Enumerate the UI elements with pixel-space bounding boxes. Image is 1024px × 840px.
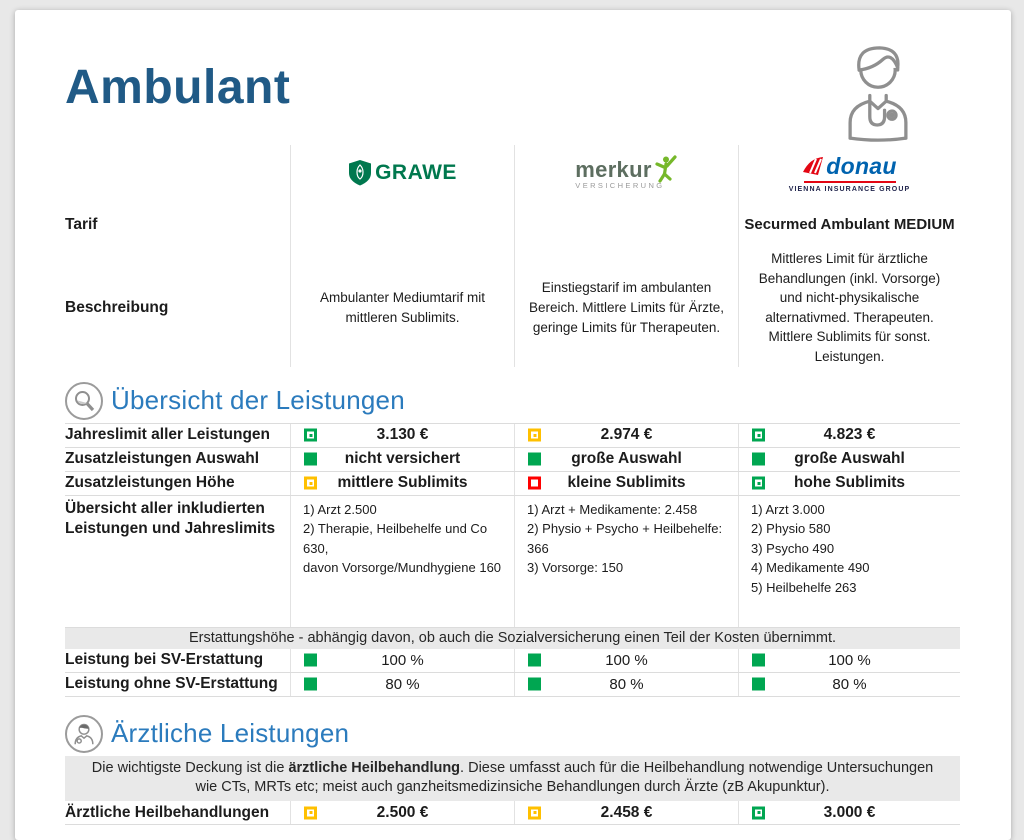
donau-swoosh-icon [802, 156, 824, 176]
merkur-figure-icon [654, 155, 678, 183]
cell-value: kleine Sublimits [567, 474, 686, 492]
rating-square-icon [528, 806, 541, 819]
beschreibung-merkur: Einstiegstarif im ambulanten Bereich. Mittlere Limits für Ärzte, geringe Limits für Therapeuten. [514, 249, 738, 367]
table-row [65, 801, 960, 825]
cell-value: 2.974 € [600, 426, 653, 444]
value-cell [738, 649, 960, 672]
rating-square-icon [304, 654, 317, 667]
tarif-merkur [514, 201, 738, 249]
rating-square-icon [752, 429, 765, 442]
doctor-badge-icon [65, 715, 103, 753]
cell-value: 3.000 € [823, 803, 876, 821]
cell-value: 100 % [381, 651, 424, 669]
section-medical-heading [65, 714, 1011, 754]
rating-square-icon [752, 678, 765, 691]
value-cell [738, 424, 960, 447]
cell-value: hohe Sublimits [793, 474, 906, 492]
rating-square-icon [528, 654, 541, 667]
cell-value: 80 % [609, 675, 644, 693]
included-list-grawe [290, 496, 514, 627]
rating-square-icon [304, 453, 317, 466]
rating-square-icon [528, 477, 541, 490]
value-cell [290, 801, 514, 824]
list-line: 3) Vorsorge: 150 [527, 560, 624, 576]
logo-donau [738, 145, 960, 201]
value-cell [514, 448, 738, 471]
cell-value: 4.823 € [823, 426, 876, 444]
list-line: 5) Heilbehelfe 263 [751, 579, 857, 595]
row-label: Leistung ohne SV-Erstattung [65, 675, 278, 693]
merkur-wordmark: merkur [575, 157, 652, 183]
donau-subtitle: VIENNA INSURANCE GROUP [788, 186, 911, 194]
logo-merkur [514, 145, 738, 201]
cell-value: mittlere Sublimits [337, 474, 468, 492]
document-page [15, 10, 1011, 840]
magnifier-icon [65, 382, 103, 420]
section-overview-heading [65, 381, 1011, 421]
row-label: Jahreslimit aller Leistungen [65, 426, 271, 444]
list-line: 3) Psycho 490 [751, 540, 835, 556]
rating-square-icon [752, 477, 765, 490]
list-line: 2) Physio + Psycho + Heilbehelfe: 366 [527, 521, 723, 556]
cell-value: 3.130 € [376, 426, 429, 444]
cell-value: 2.458 € [600, 803, 653, 821]
row-label: Leistung bei SV-Erstattung [65, 651, 264, 669]
value-cell [514, 649, 738, 672]
table-row [65, 423, 960, 448]
included-list-donau [738, 496, 960, 627]
list-line: 1) Arzt + Medikamente: 2.458 [527, 501, 698, 517]
row-label: Zusatzleistungen Auswahl [65, 450, 260, 468]
donau-wordmark: donau [826, 152, 897, 179]
rating-square-icon [304, 477, 317, 490]
value-cell [514, 472, 738, 495]
cell-value: große Auswahl [571, 450, 682, 468]
value-cell [738, 448, 960, 471]
page-title: Ambulant [65, 61, 291, 114]
value-cell [738, 673, 960, 696]
value-cell [290, 673, 514, 696]
cell-value: 80 % [385, 675, 420, 693]
rating-square-icon [752, 453, 765, 466]
table-row [65, 673, 960, 697]
row-label: Ärztliche Heilbehandlungen [65, 803, 270, 821]
cell-value: 2.500 € [376, 803, 429, 821]
section-medical-title: Ärztliche Leistungen [111, 718, 350, 749]
value-cell [290, 448, 514, 471]
sv-banner: Erstattungshöhe - abhängig davon, ob auch die Sozialversicherung einen Teil der Kosten übernimmt. [65, 628, 960, 649]
grawe-wordmark: GRAWE [375, 160, 457, 184]
cell-value: nicht versichert [344, 450, 461, 468]
cell-value: 80 % [832, 675, 867, 693]
row-label-tarif: Tarif [65, 215, 98, 233]
list-line: 1) Arzt 3.000 [751, 501, 825, 517]
cell-value: 100 % [828, 651, 871, 669]
list-line: 2) Therapie, Heilbehelfe und Co 630, [303, 521, 488, 556]
rating-square-icon [304, 806, 317, 819]
logo-grawe [290, 145, 514, 201]
included-benefits-row [65, 496, 960, 628]
section-overview-title: Übersicht der Leistungen [111, 385, 405, 416]
included-list-merkur [514, 496, 738, 627]
tarif-grawe [290, 201, 514, 249]
empty-corner-cell [65, 145, 290, 201]
banner-text-bold: ärztliche Heilbehandlung [288, 759, 461, 776]
value-cell [290, 472, 514, 495]
row-label: Übersicht aller inkludierten Leistungen und Jahreslimits [65, 499, 276, 537]
rating-square-icon [752, 654, 765, 667]
provider-header [65, 145, 960, 367]
row-label-beschreibung: Beschreibung [65, 298, 169, 316]
table-row [65, 649, 960, 673]
cell-value: große Auswahl [794, 450, 905, 468]
rating-square-icon [528, 678, 541, 691]
value-cell [290, 649, 514, 672]
list-line: 1) Arzt 2.500 [303, 501, 377, 517]
medical-banner [65, 756, 960, 801]
beschreibung-donau: Mittleres Limit für ärztliche Behandlungen (inkl. Vorsorge) und nicht-physikalische alternativmed. Therapeuten. Mittlere Sublimits für sonst. Leistungen. [738, 249, 960, 367]
value-cell [738, 472, 960, 495]
list-line: 2) Physio 580 [751, 521, 831, 537]
banner-text: . Diese umfasst auch für die Heilbehandlung notwendige Untersuchungen wie CTs, MRTs etc; meist auch ganzheitsmedizinsiche Behandlungen durch Ärzte (zB Akupunktur). [195, 759, 934, 795]
beschreibung-grawe: Ambulanter Mediumtarif mit mittleren Sublimits. [290, 249, 514, 367]
rating-square-icon [304, 429, 317, 442]
donau-underline [804, 181, 896, 184]
value-cell [738, 801, 960, 824]
value-cell [514, 673, 738, 696]
list-line: 4) Medikamente 490 [751, 560, 870, 576]
merkur-subtitle: VERSICHERUNG [575, 181, 665, 191]
banner-text: Die wichtigste Deckung ist die [91, 759, 289, 776]
tarif-donau: Securmed Ambulant MEDIUM [738, 201, 960, 249]
rating-square-icon [752, 806, 765, 819]
rating-square-icon [528, 429, 541, 442]
value-cell [514, 801, 738, 824]
value-cell [514, 424, 738, 447]
table-row [65, 448, 960, 472]
list-line: davon Vorsorge/Mundhygiene 160 [303, 560, 502, 576]
grawe-shield-icon [348, 159, 372, 186]
rating-square-icon [304, 678, 317, 691]
cell-value: 100 % [605, 651, 648, 669]
value-cell [290, 424, 514, 447]
doctor-icon [837, 42, 919, 144]
rating-square-icon [528, 453, 541, 466]
table-row [65, 472, 960, 496]
row-label: Zusatzleistungen Höhe [65, 474, 235, 492]
